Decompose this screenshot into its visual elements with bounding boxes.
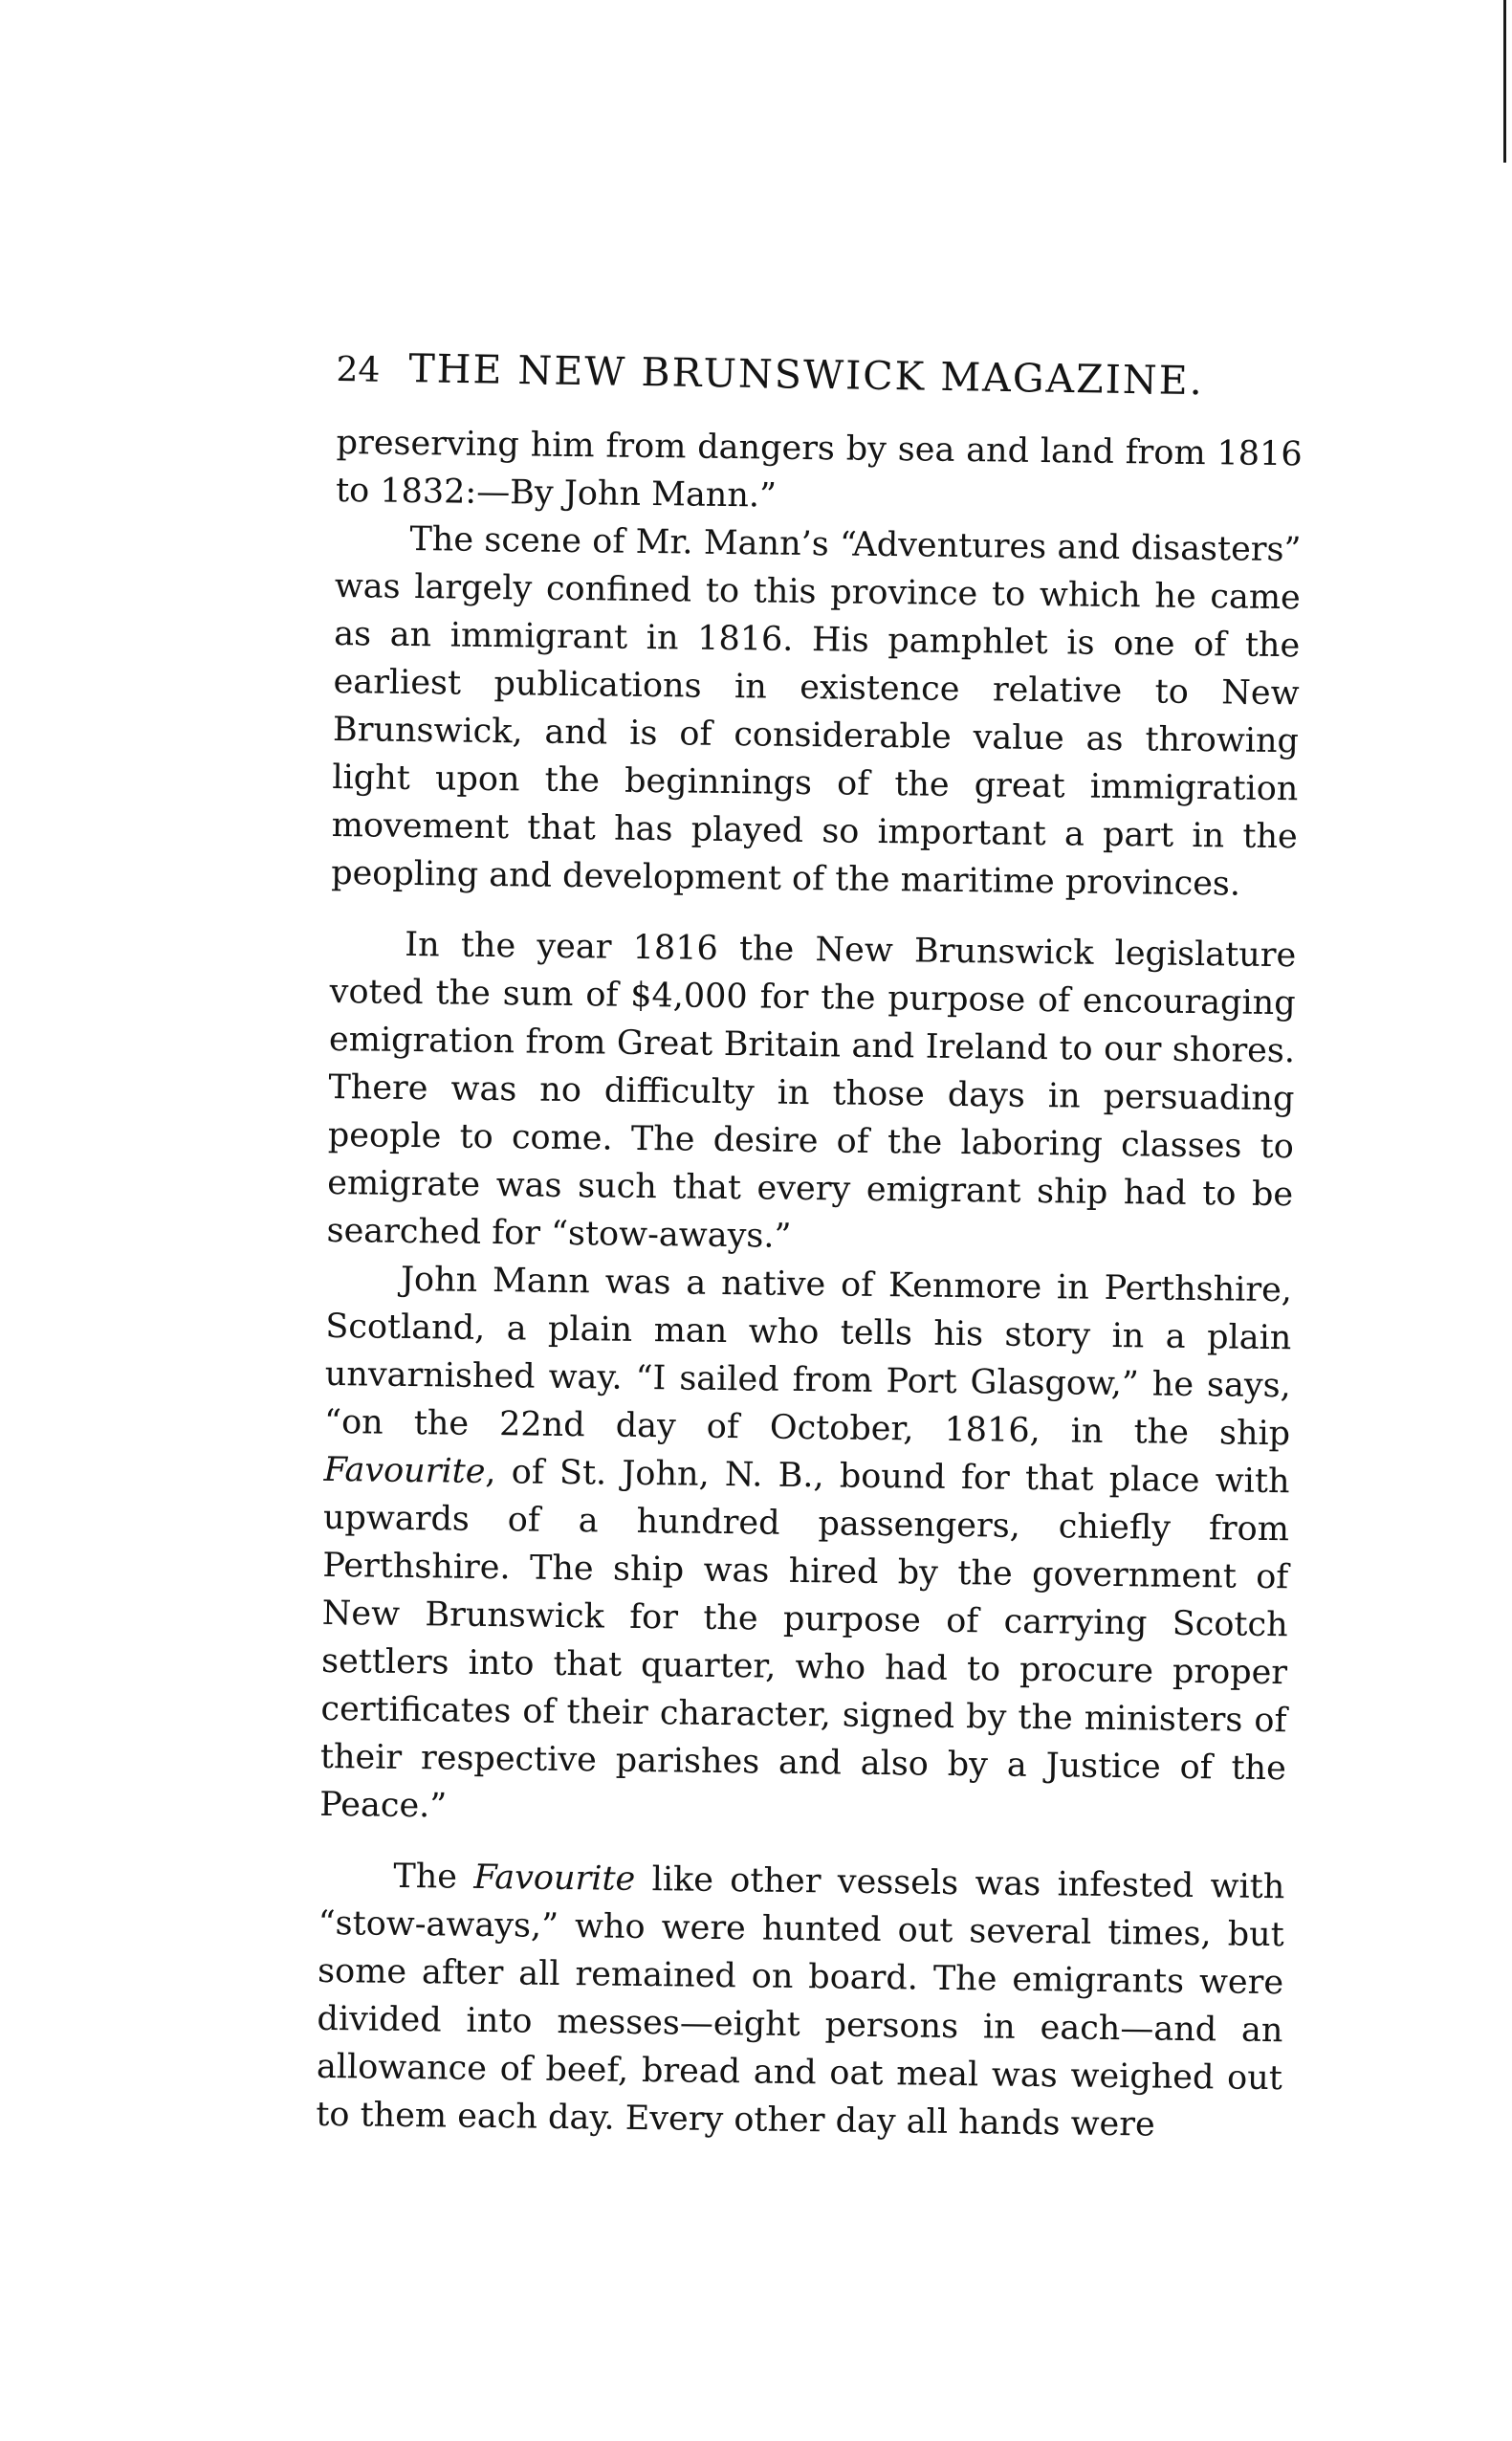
article-body — [316, 419, 1303, 2150]
paragraph-stowaways — [316, 1852, 1285, 2150]
magazine-page — [316, 344, 1303, 2144]
magazine-title: THE NEW BRUNSWICK MAGAZINE. — [408, 345, 1205, 405]
ship-name-repeat: Favourite — [473, 1858, 636, 1899]
voyage-text-start: John Mann was a native of Kenmore in Perthshire, Scotland, a plain man who tells his story in a plain unvarnished way. “I sailed from Port Glasgow,” he says, “on the 22nd day of October, 1816, in the ship — [323, 1260, 1293, 1454]
paragraph-mann-adventures: The scene of Mr. Mann’s “Adventures and disasters” was largely confined to this province to which he came as an immigrant in 1816. His pamphlet is one of the earliest publications in existence relative to New Brunswick, and is of considerable value as throwing light upon the beginnings of the great immigration movement that has played so important a part in the peopling and development of the maritime provinces. — [330, 519, 1302, 904]
paragraph-legislature-vote: In the year 1816 the New Brunswick legislature voted the sum of $4,000 for the purpose of encouraging emigration from Great Britain and Ireland to our shores. There was no difficulty in those days in persuading people to come. The desire of the laboring classes to emigrate was such that every emigrant ship had to be searched for “stow-aways.” — [326, 925, 1297, 1256]
stowaways-text: like other vessels was infested with “stow-aways,” who were hunted out several times, but some after all remained on board. The emigrants were divided into messes—eight persons in each—and an allowance of beef, bread and oat meal was weighed out to them each day. Every other day all hands were — [316, 1860, 1285, 2144]
page-edge-shadow — [1503, 0, 1506, 163]
ship-name: Favourite — [323, 1450, 486, 1491]
stowaways-text-the: The — [393, 1857, 458, 1897]
page-number: 24 — [336, 349, 381, 390]
paragraph-continuation: preserving him from dangers by sea and land from 1816 to 1832:—By John Mann.” — [335, 423, 1303, 516]
voyage-text-end: , of St. John, N. B., bound for that place with upwards of a hundred passengers, chiefly from Perthshire. The ship was hired by the government of New Brunswick for the purpose of carrying Scotch settlers into that quarter, who had to procure proper certificates of their character, signed by the ministers of their respective parishes and also by a Justice of the Peace.” — [319, 1452, 1290, 1826]
paragraph-john-mann-voyage — [319, 1255, 1292, 1840]
running-head — [336, 344, 1303, 406]
